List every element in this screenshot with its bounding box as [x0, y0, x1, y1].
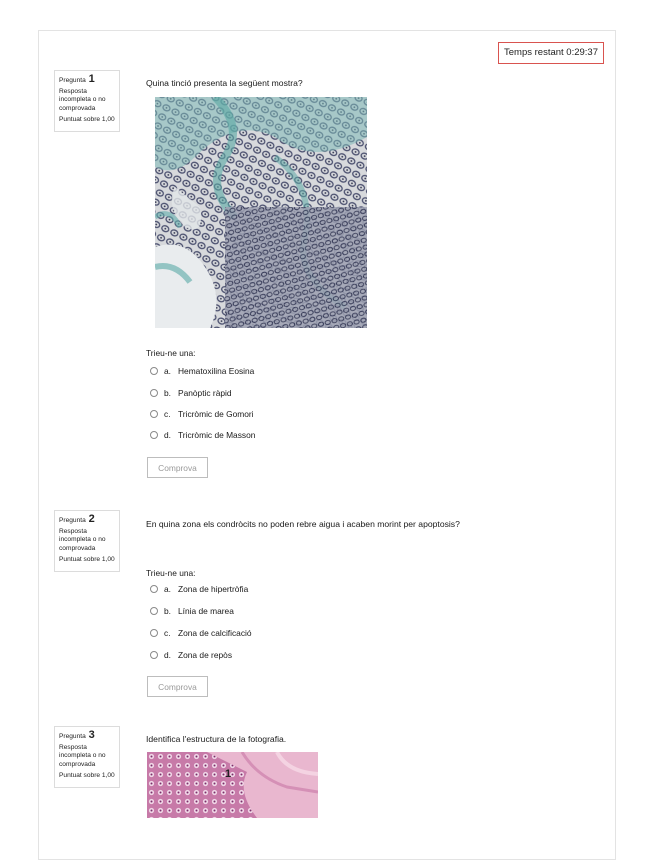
time-remaining: Temps restant 0:29:37 — [498, 42, 604, 64]
q2-option-c[interactable] — [150, 628, 252, 638]
question-3-mark: Puntuat sobre 1,00 — [59, 772, 115, 780]
question-number: 3 — [88, 729, 95, 741]
option-letter: c. — [164, 409, 171, 419]
q1-option-b[interactable] — [150, 388, 232, 398]
question-2-info — [54, 510, 120, 572]
option-label: Zona de repòs — [178, 650, 233, 660]
question-1-text: Quina tinció presenta la següent mostra? — [146, 78, 303, 88]
question-label: Pregunta — [59, 733, 86, 740]
option-label: Tricròmic de Masson — [178, 430, 256, 440]
option-letter: c. — [164, 628, 171, 638]
question-2-status: Resposta incompleta o no comprovada — [59, 527, 106, 552]
option-label: Línia de marea — [178, 606, 234, 616]
question-number: 2 — [88, 513, 95, 525]
q2-option-d[interactable] — [150, 650, 232, 660]
question-1-status: Resposta incompleta o no comprovada — [59, 87, 106, 112]
radio-button[interactable] — [150, 629, 158, 637]
question-label: Pregunta — [59, 77, 86, 84]
question-1-prompt: Trieu-ne una: — [146, 348, 196, 358]
radio-button[interactable] — [150, 607, 158, 615]
option-label: Zona de calcificació — [178, 628, 252, 638]
radio-button[interactable] — [150, 389, 158, 397]
option-label: Zona de hipertròfia — [178, 584, 249, 594]
image-marker-label: 1 — [225, 768, 232, 780]
option-letter: b. — [164, 388, 171, 398]
option-letter: d. — [164, 430, 171, 440]
question-3-text: Identifica l'estructura de la fotografia. — [146, 734, 287, 744]
option-letter: b. — [164, 606, 171, 616]
question-1-mark: Puntuat sobre 1,00 — [59, 116, 115, 124]
radio-button[interactable] — [150, 410, 158, 418]
radio-button[interactable] — [150, 651, 158, 659]
question-2-prompt: Trieu-ne una: — [146, 568, 196, 578]
histology-image — [147, 752, 318, 818]
question-2-mark: Puntuat sobre 1,00 — [59, 556, 115, 564]
radio-button[interactable] — [150, 367, 158, 375]
q2-check-button[interactable]: Comprova — [147, 676, 208, 697]
q1-option-a[interactable] — [150, 366, 254, 376]
question-3-status: Resposta incompleta o no comprovada — [59, 743, 106, 768]
question-label: Pregunta — [59, 517, 86, 524]
question-3-number — [59, 731, 115, 742]
option-label: Hematoxilina Eosina — [178, 366, 255, 376]
question-1-info — [54, 70, 120, 132]
q1-check-button[interactable]: Comprova — [147, 457, 208, 478]
option-label: Tricròmic de Gomori — [178, 409, 254, 419]
option-letter: a. — [164, 584, 171, 594]
option-label: Panòptic ràpid — [178, 388, 232, 398]
q1-option-d[interactable] — [150, 430, 255, 440]
question-number: 1 — [88, 73, 95, 85]
question-1-number — [59, 75, 115, 86]
radio-button[interactable] — [150, 585, 158, 593]
stained-tissue-image — [155, 97, 367, 328]
q2-option-a[interactable] — [150, 584, 248, 594]
q2-option-b[interactable] — [150, 606, 234, 616]
option-letter: d. — [164, 650, 171, 660]
question-2-number — [59, 515, 115, 526]
radio-button[interactable] — [150, 431, 158, 439]
option-letter: a. — [164, 366, 171, 376]
question-2-text: En quina zona els condròcits no poden rebre aigua i acaben morint per apoptosis? — [146, 519, 460, 529]
q1-option-c[interactable] — [150, 409, 254, 419]
question-3-info — [54, 726, 120, 788]
